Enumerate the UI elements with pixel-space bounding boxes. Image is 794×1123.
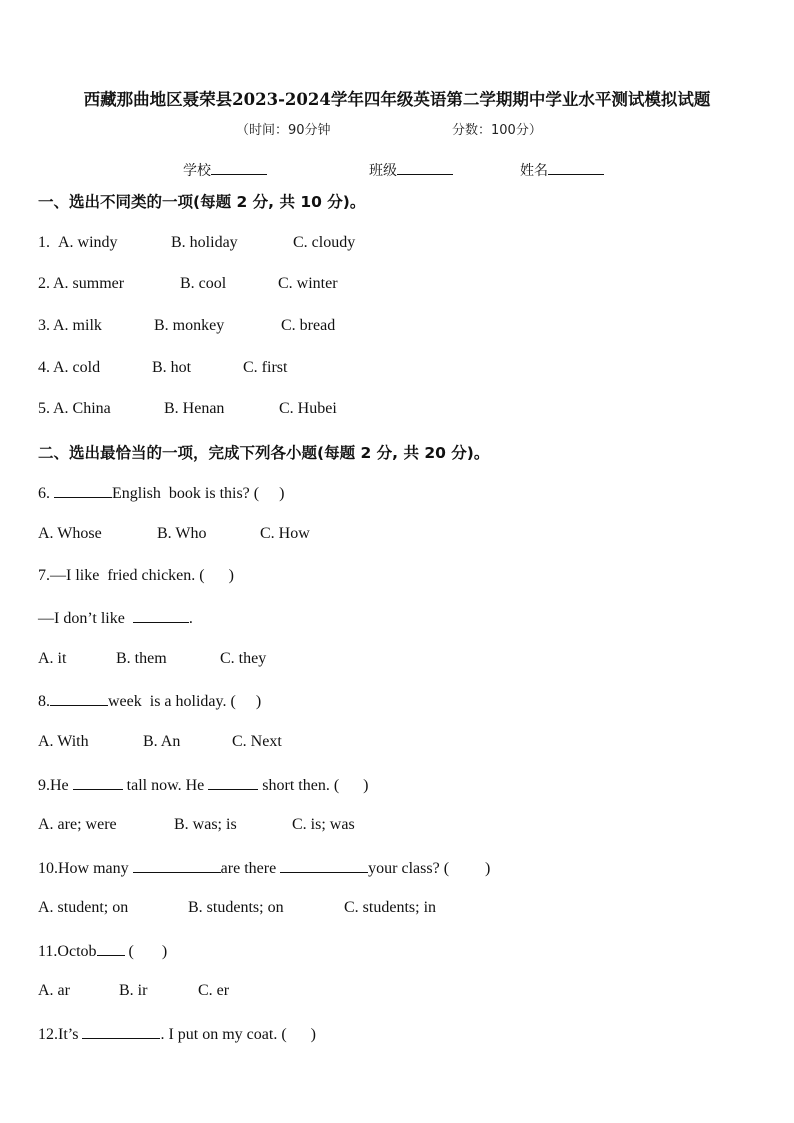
- exam-title: 西藏那曲地区聂荣县2023-2024学年四年级英语第二学期期中学业水平测试模拟试题: [83, 90, 711, 109]
- student-info-row: [0, 160, 794, 180]
- question-stem: [38, 483, 284, 503]
- option-a: A. it: [38, 650, 67, 667]
- name-field: [520, 160, 604, 180]
- option-b: B. holiday: [171, 234, 238, 251]
- question-number: 1.: [38, 234, 54, 251]
- option-c: C. first: [243, 359, 288, 376]
- question-stem: 7.—I like fried chicken. ( ): [38, 567, 234, 584]
- option-b: B. Henan: [164, 400, 225, 417]
- stem-start: 9.He: [38, 777, 73, 794]
- option-c: C. students; in: [344, 899, 437, 916]
- option-c: C. they: [220, 650, 267, 667]
- option-c: C. How: [260, 525, 310, 542]
- stem-end: . I put on my coat. ( ): [160, 1026, 316, 1043]
- answer-blank[interactable]: [97, 941, 125, 956]
- answer-blank[interactable]: [50, 691, 108, 706]
- option-a: A. With: [38, 733, 89, 750]
- answer-blank-1[interactable]: [73, 775, 123, 790]
- option-c: C. is; was: [292, 816, 355, 833]
- class-field: [369, 160, 453, 180]
- stem-start: —I don’t like: [38, 610, 133, 627]
- stem-end: week is a holiday. ( ): [108, 693, 262, 710]
- option-c: C. bread: [281, 317, 336, 334]
- stem-end: .: [188, 610, 193, 627]
- question-number: 2.: [38, 275, 50, 292]
- class-label: 班级: [369, 163, 397, 179]
- answer-blank-2[interactable]: [280, 858, 368, 873]
- total-score: 分数：100分）: [452, 123, 542, 138]
- option-b: B. students; on: [188, 899, 284, 916]
- option-b: B. ir: [119, 982, 148, 999]
- option-c: C. er: [198, 982, 230, 999]
- name-blank[interactable]: [548, 160, 604, 175]
- question-stem: [38, 941, 167, 961]
- question-stem: [38, 775, 368, 795]
- option-a: A. Whose: [38, 525, 102, 542]
- time-limit: （时间：90分钟: [236, 123, 331, 138]
- stem-end: English book is this? ( ): [112, 485, 285, 502]
- option-a: A. China: [53, 400, 111, 417]
- option-a: A. summer: [53, 275, 125, 292]
- name-label: 姓名: [520, 163, 548, 179]
- stem-start: 10.How many: [38, 860, 133, 877]
- option-c: C. Hubei: [279, 400, 337, 417]
- school-blank[interactable]: [211, 160, 267, 175]
- option-b: B. hot: [152, 359, 192, 376]
- question-number: 3.: [38, 317, 50, 334]
- stem-start: 6.: [38, 485, 54, 502]
- stem-end: short then. ( ): [258, 777, 369, 794]
- answer-blank-1[interactable]: [133, 858, 221, 873]
- option-b: B. An: [143, 733, 181, 750]
- option-c: C. cloudy: [293, 234, 356, 251]
- answer-blank[interactable]: [82, 1024, 160, 1039]
- option-a: A. ar: [38, 982, 70, 999]
- option-a: A. student; on: [38, 899, 129, 916]
- stem-start: 12.It’s: [38, 1026, 83, 1043]
- option-b: B. Who: [157, 525, 207, 542]
- option-b: B. cool: [180, 275, 227, 292]
- option-c: C. Next: [232, 733, 282, 750]
- stem-middle: tall now. He: [122, 777, 209, 794]
- question-stem: [38, 858, 490, 878]
- answer-blank[interactable]: [133, 608, 189, 623]
- stem-middle: are there: [220, 860, 281, 877]
- answer-blank-2[interactable]: [208, 775, 258, 790]
- option-a: A. windy: [58, 234, 118, 251]
- exam-subtitle: [0, 119, 794, 137]
- answer-blank[interactable]: [54, 483, 112, 498]
- class-blank[interactable]: [397, 160, 453, 175]
- stem-start: 8.: [38, 693, 50, 710]
- option-b: B. was; is: [174, 816, 237, 833]
- question-number: 4.: [38, 359, 50, 376]
- section-2-heading: 二、选出最恰当的一项，完成下列各小题(每题 2 分, 共 20 分)。: [38, 444, 490, 462]
- question-stem: [38, 691, 261, 711]
- question-stem: [38, 1024, 316, 1044]
- stem-end: ( ): [124, 943, 168, 960]
- option-b: B. monkey: [154, 317, 225, 334]
- question-number: 5.: [38, 400, 50, 417]
- section-1-heading: 一、选出不同类的一项(每题 2 分, 共 10 分)。: [38, 193, 366, 211]
- stem-end: your class? ( ): [368, 860, 491, 877]
- question-stem-line2: [38, 608, 193, 628]
- option-a: A. cold: [53, 359, 101, 376]
- stem-start: 11.Octob: [38, 943, 97, 960]
- school-field: [183, 160, 267, 180]
- option-b: B. them: [116, 650, 167, 667]
- school-label: 学校: [183, 163, 211, 179]
- option-a: A. milk: [53, 317, 102, 334]
- option-a: A. are; were: [38, 816, 117, 833]
- option-c: C. winter: [278, 275, 338, 292]
